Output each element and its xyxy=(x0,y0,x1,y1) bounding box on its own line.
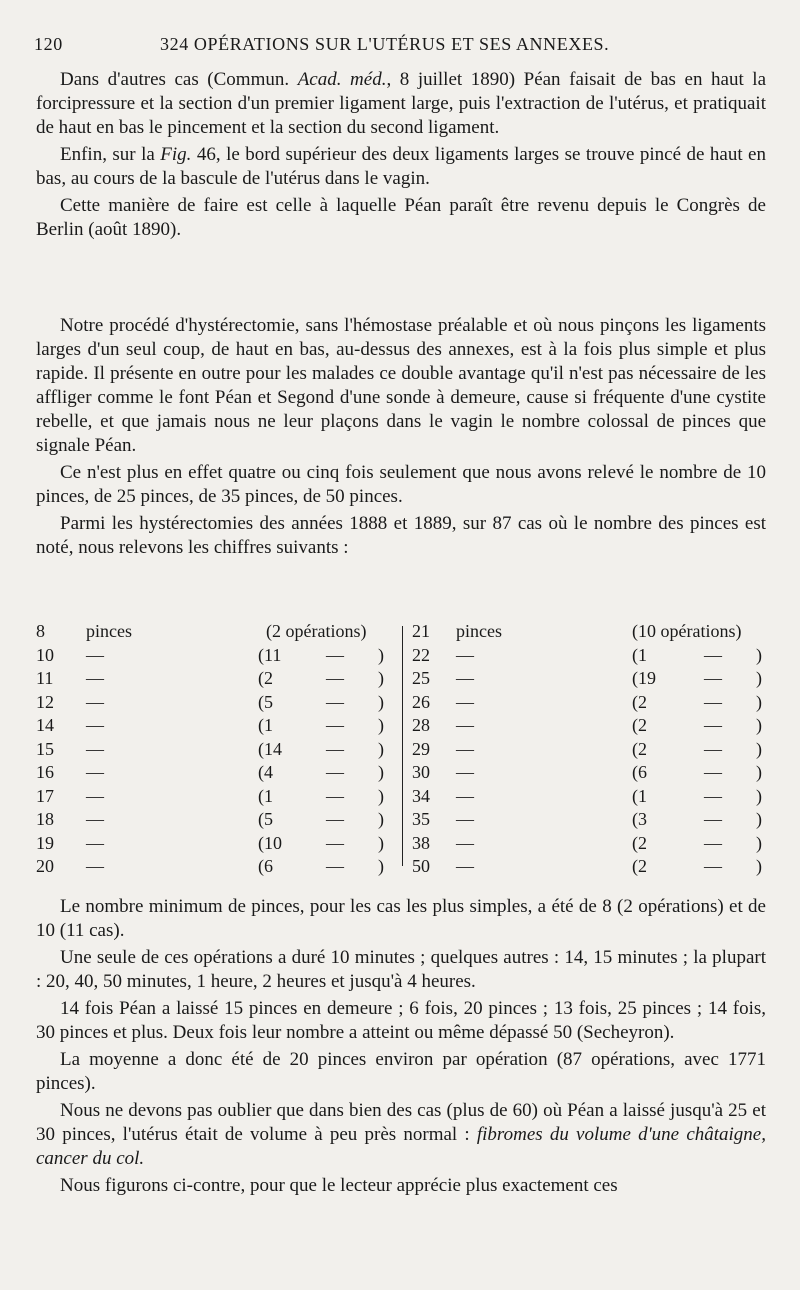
table-row xyxy=(412,761,766,785)
pinces-number: 35 xyxy=(412,809,430,829)
pinces-number: 15 xyxy=(36,738,54,759)
closing-paren: ) xyxy=(756,785,762,806)
operations-count: (5 xyxy=(258,691,273,712)
closing-paren: ) xyxy=(378,809,384,829)
ditto-mark: — xyxy=(704,809,722,829)
operations-count: (1 xyxy=(258,785,273,806)
pinces-number: 19 xyxy=(36,832,54,853)
table-row xyxy=(36,644,396,668)
ditto-mark: — xyxy=(326,738,344,759)
closing-paren: ) xyxy=(378,644,384,665)
pinces-number: 26 xyxy=(412,691,430,712)
table-row xyxy=(36,785,396,809)
closing-paren: ) xyxy=(378,668,384,688)
operations-count: (2 xyxy=(258,668,273,688)
paragraph: Dans d'autres cas (Commun. Acad. méd., 8 juillet 1890) Péan faisait de bas en haut la forcipressure et la section d'un premier ligament large, puis l'extraction de l'utérus, et pratiquait de haut en bas le pincement et la section du second ligament. xyxy=(36,69,766,138)
table-header-row xyxy=(36,620,396,644)
ditto-mark: — xyxy=(86,762,104,782)
ditto-mark: — xyxy=(704,762,722,782)
ditto-mark: — xyxy=(704,715,722,735)
paragraph: Parmi les hystérectomies des années 1888 et 1889, sur 87 cas où le nombre des pinces est noté, nous relevons les chiffres suivants : xyxy=(36,513,766,558)
operations-count: (2 xyxy=(632,715,647,735)
operations-count: (6 xyxy=(632,762,647,782)
ditto-mark: — xyxy=(86,715,104,735)
table-row xyxy=(36,738,396,762)
paragraph: Le nombre minimum de pinces, pour les cas les plus simples, a été de 8 (2 opérations) et de 10 (11 cas). xyxy=(36,896,766,941)
pinces-number: 30 xyxy=(412,762,430,782)
closing-paren: ) xyxy=(756,832,762,853)
ditto-mark: — xyxy=(704,832,722,853)
pinces-number: 22 xyxy=(412,644,430,665)
table-row xyxy=(36,667,396,691)
table-row xyxy=(412,832,766,856)
closing-paren: ) xyxy=(756,762,762,782)
operations-count: (2 xyxy=(632,832,647,853)
paragraph: Nous figurons ci-contre, pour que le lecteur apprécie plus exactement ces xyxy=(60,1175,618,1196)
pinces-unit: pinces xyxy=(456,621,502,641)
table-row xyxy=(412,714,766,738)
ditto-mark: — xyxy=(704,785,722,806)
ditto-mark: — xyxy=(456,785,474,806)
operations-count: (6 xyxy=(258,856,273,876)
ditto-mark: — xyxy=(456,832,474,853)
operations-count: (5 xyxy=(258,809,273,829)
operations-count: (11 xyxy=(258,644,282,665)
ditto-mark: — xyxy=(326,715,344,735)
ditto-mark: — xyxy=(704,856,722,876)
closing-paren: ) xyxy=(378,738,384,759)
ditto-mark: — xyxy=(86,856,104,876)
ditto-mark: — xyxy=(456,668,474,688)
table-row xyxy=(36,855,396,879)
pinces-number: 16 xyxy=(36,762,54,782)
pinces-number: 20 xyxy=(36,856,54,876)
ditto-mark: — xyxy=(456,715,474,735)
ditto-mark: — xyxy=(704,644,722,665)
ditto-mark: — xyxy=(326,691,344,712)
pinces-number: 25 xyxy=(412,668,430,688)
table-row xyxy=(412,855,766,879)
ditto-mark: — xyxy=(456,856,474,876)
page-number: 120 xyxy=(34,34,63,54)
operations-count: (1 xyxy=(258,715,273,735)
text-block-middle xyxy=(36,314,766,560)
closing-paren: ) xyxy=(378,832,384,853)
ditto-mark: — xyxy=(704,691,722,712)
ditto-mark: — xyxy=(86,644,104,665)
paragraph: 14 fois Péan a laissé 15 pinces en demeure ; 6 fois, 20 pinces ; 13 fois, 25 pinces ; 14 fois, 30 pinces et plus. Deux fois leur nombre a atteint ou même dépassé 50 (Secheyron). xyxy=(36,998,766,1043)
table-column-right xyxy=(412,620,766,879)
operations-count: (19 xyxy=(632,668,656,688)
paragraph: Cette manière de faire est celle à laquelle Péan paraît être revenu depuis le Congrès de Berlin (août 1890). xyxy=(36,195,766,240)
pinces-number: 8 xyxy=(36,621,45,641)
closing-paren: ) xyxy=(756,644,762,665)
ditto-mark: — xyxy=(326,856,344,876)
table-row xyxy=(36,832,396,856)
table-row xyxy=(412,667,766,691)
table-row xyxy=(36,761,396,785)
ditto-mark: — xyxy=(86,668,104,688)
operations-count: (2 xyxy=(632,856,647,876)
table-row xyxy=(412,738,766,762)
pinces-number: 50 xyxy=(412,856,430,876)
table-row xyxy=(36,691,396,715)
closing-paren: ) xyxy=(756,691,762,712)
operations-count: (2 opérations) xyxy=(266,621,367,641)
paragraph: Une seule de ces opérations a duré 10 minutes ; quelques autres : 14, 15 minutes ; la plupart : 20, 40, 50 minutes, 1 heure, 2 heures et jusqu'à 4 heures. xyxy=(36,947,766,992)
operations-count: (3 xyxy=(632,809,647,829)
pinces-number: 11 xyxy=(36,668,54,688)
ditto-mark: — xyxy=(326,785,344,806)
text-block-bottom xyxy=(36,895,766,1198)
closing-paren: ) xyxy=(756,738,762,759)
table-row xyxy=(412,691,766,715)
operations-count: (4 xyxy=(258,762,273,782)
pinces-number: 12 xyxy=(36,691,54,712)
table-header-row xyxy=(412,620,766,644)
pinces-number: 17 xyxy=(36,785,54,806)
ditto-mark: — xyxy=(326,668,344,688)
table-column-left xyxy=(36,620,396,879)
pinces-number: 21 xyxy=(412,621,430,641)
paragraph: Enfin, sur la Fig. 46, le bord supérieur des deux ligaments larges se trouve pincé de haut en bas, au cours de la bascule de l'utérus dans le vagin. xyxy=(36,144,766,189)
pinces-number: 18 xyxy=(36,809,54,829)
ditto-mark: — xyxy=(86,691,104,712)
paragraph: Notre procédé d'hystérectomie, sans l'hémostase préalable et où nous pinçons les ligaments larges d'un seul coup, de haut en bas, au-dessus des annexes, est à la fois plus simple et plus rapide. Il présente en outre pour les malades ce double avantage qu'il n'est pas nécessaire de les affliger comme le font Péan et Segond d'une sonde à demeure, cause si fréquente d'une cystite rebelle, et que jamais nous ne leur plaçons dans le vagin le nombre colossal de pinces que signale Péan. xyxy=(36,315,766,456)
text-block-top xyxy=(36,68,766,242)
operations-count: (10 xyxy=(258,832,282,853)
ditto-mark: — xyxy=(456,691,474,712)
table-row xyxy=(412,808,766,832)
running-title: 324 OPÉRATIONS SUR L'UTÉRUS ET SES ANNEXES. xyxy=(160,34,610,54)
ditto-mark: — xyxy=(456,809,474,829)
closing-paren: ) xyxy=(756,809,762,829)
ditto-mark: — xyxy=(456,644,474,665)
closing-paren: ) xyxy=(378,762,384,782)
closing-paren: ) xyxy=(378,785,384,806)
closing-paren: ) xyxy=(756,668,762,688)
operations-count: (1 xyxy=(632,785,647,806)
column-divider xyxy=(402,626,403,866)
ditto-mark: — xyxy=(86,738,104,759)
table-row xyxy=(36,714,396,738)
paragraph: Ce n'est plus en effet quatre ou cinq fois seulement que nous avons relevé le nombre de 10 pinces, de 25 pinces, de 35 pinces, de 50 pinces. xyxy=(36,462,766,507)
ditto-mark: — xyxy=(704,738,722,759)
ditto-mark: — xyxy=(326,762,344,782)
closing-paren: ) xyxy=(756,856,762,876)
operations-count: (14 xyxy=(258,738,282,759)
operations-count: (10 opérations) xyxy=(632,621,742,641)
operations-count: (1 xyxy=(632,644,647,665)
operations-count: (2 xyxy=(632,691,647,712)
paragraph: Nous ne devons pas oublier que dans bien des cas (plus de 60) où Péan a laissé jusqu'à 25 et 30 pinces, l'utérus était de volume à peu près normal : fibromes du volume d'une châtaigne, cancer du col. xyxy=(36,1100,766,1169)
operations-count: (2 xyxy=(632,738,647,759)
forceps-count-table xyxy=(36,620,766,876)
table-row xyxy=(412,644,766,668)
pinces-number: 10 xyxy=(36,644,54,665)
closing-paren: ) xyxy=(378,715,384,735)
ditto-mark: — xyxy=(456,762,474,782)
pinces-number: 29 xyxy=(412,738,430,759)
table-row xyxy=(36,808,396,832)
pinces-number: 14 xyxy=(36,715,54,735)
ditto-mark: — xyxy=(326,832,344,853)
closing-paren: ) xyxy=(378,691,384,712)
closing-paren: ) xyxy=(378,856,384,876)
closing-paren: ) xyxy=(756,715,762,735)
pinces-number: 38 xyxy=(412,832,430,853)
ditto-mark: — xyxy=(86,785,104,806)
pinces-unit: pinces xyxy=(86,621,132,641)
ditto-mark: — xyxy=(456,738,474,759)
ditto-mark: — xyxy=(704,668,722,688)
ditto-mark: — xyxy=(326,809,344,829)
pinces-number: 34 xyxy=(412,785,430,806)
ditto-mark: — xyxy=(86,832,104,853)
paragraph: La moyenne a donc été de 20 pinces environ par opération (87 opérations, avec 1771 pinces). xyxy=(36,1049,766,1094)
table-row xyxy=(412,785,766,809)
ditto-mark: — xyxy=(86,809,104,829)
ditto-mark: — xyxy=(326,644,344,665)
pinces-number: 28 xyxy=(412,715,430,735)
